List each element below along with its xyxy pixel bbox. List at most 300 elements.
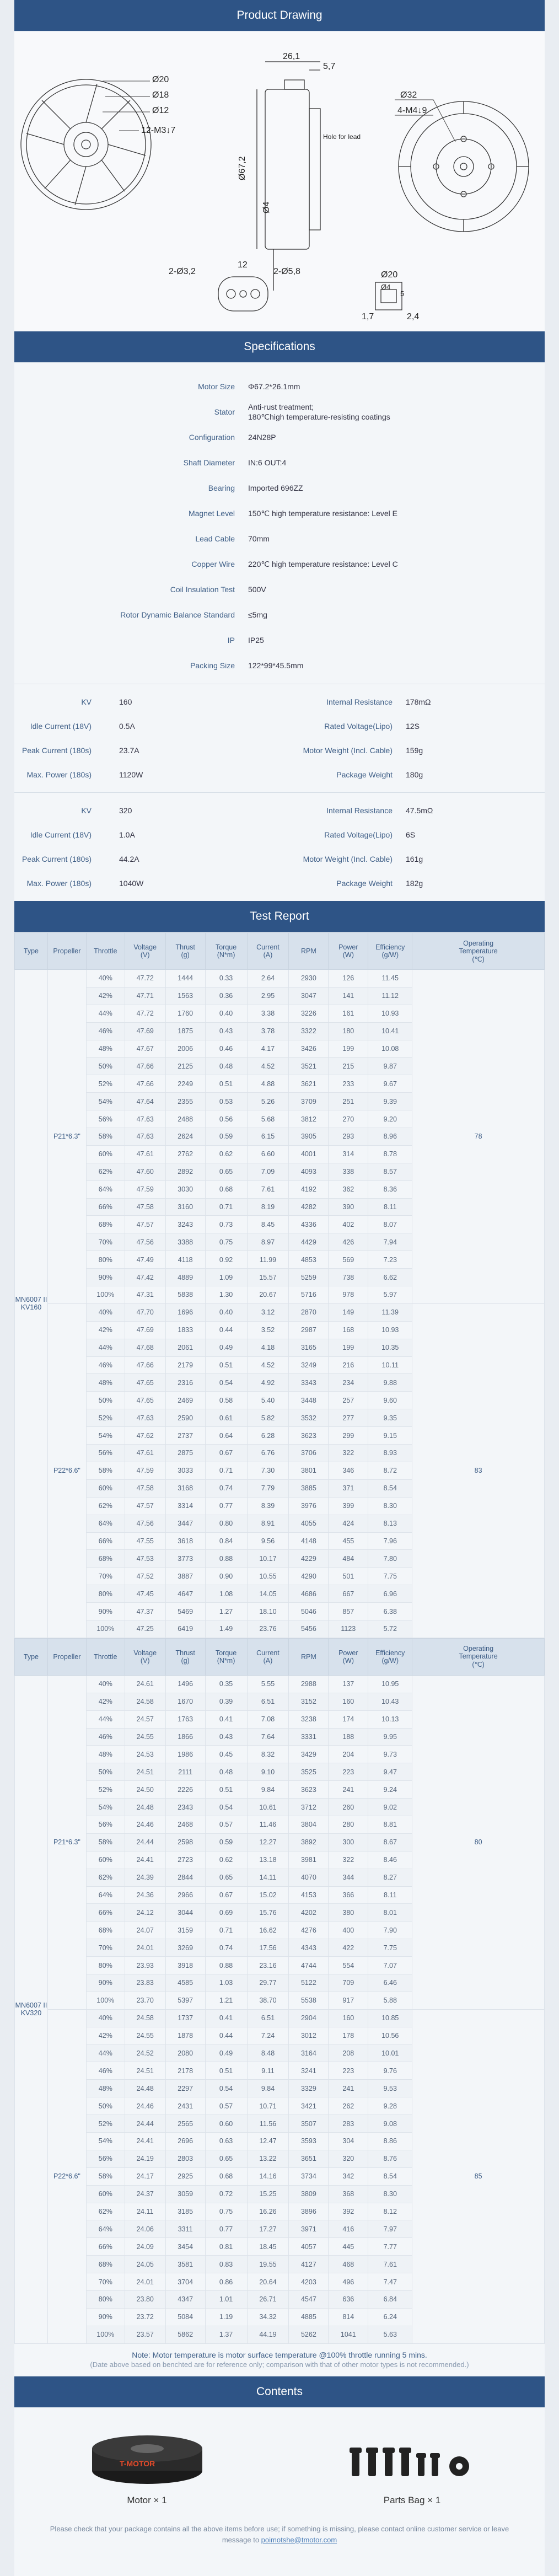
data-cell: 0.71	[205, 1462, 247, 1479]
data-cell: 280	[329, 1816, 368, 1833]
data-cell: 90%	[86, 2308, 125, 2326]
data-cell: 2125	[165, 1058, 205, 1075]
data-cell: 4744	[289, 1957, 329, 1974]
data-cell: 9.73	[368, 1746, 412, 1763]
data-cell: 6.28	[247, 1427, 289, 1445]
data-cell: 3507	[289, 2115, 329, 2133]
data-cell: 2624	[165, 1128, 205, 1146]
data-cell: 47.66	[125, 1356, 165, 1374]
spec-label: Coil Insulation Test	[170, 585, 235, 594]
data-cell: 178	[329, 2027, 368, 2044]
data-cell: 56%	[86, 1816, 125, 1833]
data-cell: 24.53	[125, 1746, 165, 1763]
data-cell: 569	[329, 1251, 368, 1269]
data-cell: 3249	[289, 1356, 329, 1374]
data-cell: 0.64	[205, 1427, 247, 1445]
data-cell: 402	[329, 1216, 368, 1233]
data-cell: 8.46	[368, 1851, 412, 1869]
table-row	[15, 1675, 545, 1693]
data-cell: 0.68	[205, 1180, 247, 1198]
data-cell: 3896	[289, 2203, 329, 2220]
data-cell: 11.45	[368, 970, 412, 988]
data-cell: 9.24	[368, 1781, 412, 1799]
data-cell: 50%	[86, 1058, 125, 1075]
data-cell: 9.11	[247, 2062, 289, 2080]
data-cell: 7.30	[247, 1462, 289, 1479]
kv-label: Rated Voltage(Lipo)	[324, 830, 393, 839]
side-view-labels	[238, 52, 361, 213]
data-cell: 1563	[165, 987, 205, 1005]
data-cell: 3165	[289, 1339, 329, 1356]
data-cell: 0.54	[205, 1374, 247, 1392]
data-cell: 4276	[289, 1922, 329, 1939]
data-cell: 3704	[165, 2273, 205, 2291]
data-cell: 1496	[165, 1675, 205, 1693]
data-cell: 8.19	[247, 1198, 289, 1216]
data-cell: 8.54	[368, 2167, 412, 2185]
spec-value: 150℃ high temperature resistance: Level E	[248, 509, 397, 518]
data-cell: 3329	[289, 2080, 329, 2097]
washer-view-labels	[362, 270, 419, 321]
test-note: Note: Motor temperature is motor surface temperature @100% throttle running 5 mins.	[132, 2350, 427, 2359]
data-cell: 1737	[165, 2009, 205, 2027]
data-cell: 7.64	[247, 1728, 289, 1746]
data-cell: 3388	[165, 1233, 205, 1251]
data-cell: 3892	[289, 1833, 329, 1851]
data-cell: 0.62	[205, 1145, 247, 1163]
data-cell: 8.67	[368, 1833, 412, 1851]
data-cell: 8.57	[368, 1163, 412, 1180]
data-cell: 64%	[86, 2220, 125, 2238]
data-cell: 10.93	[368, 1005, 412, 1022]
data-cell: 48%	[86, 1040, 125, 1058]
data-cell: 8.45	[247, 1216, 289, 1233]
kv-label: Max. Power (180s)	[26, 770, 92, 779]
propeller-cell: P21*6.3"	[47, 970, 86, 1304]
data-cell: 0.69	[205, 1904, 247, 1922]
dim-m4: 4-M4↓9	[397, 106, 427, 115]
data-cell: 0.88	[205, 1957, 247, 1974]
data-cell: 917	[329, 1992, 368, 2009]
data-cell: 24.37	[125, 2185, 165, 2203]
data-cell: 7.90	[368, 1922, 412, 1939]
data-cell: 0.44	[205, 2027, 247, 2044]
data-cell: 0.83	[205, 2256, 247, 2273]
data-cell: 8.36	[368, 1180, 412, 1198]
data-cell: 7.61	[368, 2256, 412, 2273]
data-cell: 7.23	[368, 1251, 412, 1269]
column-header: Efficiency (g/W)	[368, 933, 412, 970]
kv-blocks	[14, 684, 545, 901]
data-cell: 58%	[86, 2167, 125, 2185]
column-header: Voltage (V)	[125, 933, 165, 970]
kv-label: Peak Current (180s)	[22, 855, 92, 863]
data-cell: 3976	[289, 1497, 329, 1515]
data-cell: 5469	[165, 1603, 205, 1620]
data-cell: 4203	[289, 2273, 329, 2291]
data-cell: 0.49	[205, 1339, 247, 1356]
kv-block	[14, 684, 545, 792]
data-cell: 47.66	[125, 1058, 165, 1075]
data-cell: 0.57	[205, 2097, 247, 2115]
data-cell: 58%	[86, 1462, 125, 1479]
data-cell: 47.61	[125, 1445, 165, 1462]
data-cell: 100%	[86, 2326, 125, 2343]
data-cell: 3651	[289, 2150, 329, 2167]
data-cell: 320	[329, 2150, 368, 2167]
data-cell: 9.95	[368, 1728, 412, 1746]
back-view-labels	[395, 90, 455, 142]
data-cell: 5397	[165, 1992, 205, 2009]
data-cell: 0.65	[205, 2150, 247, 2167]
data-cell: 4429	[289, 1233, 329, 1251]
dim-2-o5-8: 2-Ø5,8	[273, 267, 300, 276]
data-cell: 0.40	[205, 1303, 247, 1321]
column-header: Current (A)	[247, 1638, 289, 1675]
data-cell: 362	[329, 1180, 368, 1198]
data-cell: 24.44	[125, 2115, 165, 2133]
data-cell: 0.51	[205, 1356, 247, 1374]
data-cell: 24.48	[125, 1799, 165, 1816]
data-cell: 60%	[86, 1479, 125, 1497]
data-cell: 2987	[289, 1321, 329, 1339]
data-cell: 260	[329, 1799, 368, 1816]
data-cell: 24.06	[125, 2220, 165, 2238]
data-cell: 14.05	[247, 1585, 289, 1603]
drawing-svg	[14, 31, 545, 331]
data-cell: 54%	[86, 1093, 125, 1110]
data-cell: 0.59	[205, 1128, 247, 1146]
column-header: Torque (N*m)	[205, 933, 247, 970]
back-view	[399, 101, 529, 232]
data-cell: 4127	[289, 2256, 329, 2273]
data-cell: 66%	[86, 1532, 125, 1550]
data-cell: 5122	[289, 1974, 329, 1992]
data-cell: 20.64	[247, 2273, 289, 2291]
data-cell: 47.68	[125, 1339, 165, 1356]
data-cell: 2297	[165, 2080, 205, 2097]
data-cell: 24.05	[125, 2256, 165, 2273]
data-cell: 9.39	[368, 1093, 412, 1110]
specifications-title: Specifications	[244, 340, 315, 353]
data-cell: 8.48	[247, 2044, 289, 2062]
spec-row	[14, 653, 545, 678]
column-header: Efficiency (g/W)	[368, 1638, 412, 1675]
data-cell: 9.20	[368, 1110, 412, 1128]
data-cell: 10.55	[247, 1568, 289, 1585]
data-cell: 4290	[289, 1568, 329, 1585]
data-cell: 46%	[86, 1356, 125, 1374]
data-cell: 47.69	[125, 1321, 165, 1339]
front-view	[21, 79, 151, 210]
data-cell: 4.88	[247, 1075, 289, 1093]
data-cell: 0.56	[205, 1110, 247, 1128]
spec-label: Motor Size	[198, 382, 235, 391]
data-cell: 0.60	[205, 2115, 247, 2133]
kv-label: Motor Weight (Incl. Cable)	[303, 855, 393, 863]
data-cell: 3532	[289, 1409, 329, 1427]
column-header: Power (W)	[329, 933, 368, 970]
test-report-banner	[14, 901, 545, 932]
data-cell: 50%	[86, 2097, 125, 2115]
shaft-view-labels	[169, 260, 300, 276]
data-cell: 80%	[86, 1251, 125, 1269]
data-cell: 342	[329, 2167, 368, 2185]
data-cell: 47.72	[125, 1005, 165, 1022]
data-cell: 160	[329, 1693, 368, 1710]
data-cell: 455	[329, 1532, 368, 1550]
data-cell: 216	[329, 1356, 368, 1374]
data-cell: 7.08	[247, 1710, 289, 1728]
data-cell: 2762	[165, 1145, 205, 1163]
data-cell: 47.64	[125, 1093, 165, 1110]
data-cell: 3160	[165, 1198, 205, 1216]
data-cell: 8.11	[368, 1198, 412, 1216]
data-cell: 23.76	[247, 1620, 289, 1638]
data-cell: 0.40	[205, 1005, 247, 1022]
test-report-table	[14, 1638, 545, 2344]
data-cell: 47.69	[125, 1022, 165, 1040]
kv-label: Rated Voltage(Lipo)	[324, 722, 393, 731]
kv-value: 180g	[406, 770, 423, 779]
spec-label: Magnet Level	[188, 509, 235, 518]
spec-label: Bearing	[208, 484, 235, 492]
data-cell: 12.47	[247, 2133, 289, 2150]
data-cell: 141	[329, 987, 368, 1005]
kv-row	[14, 798, 545, 823]
spec-label: Lead Cable	[195, 534, 235, 543]
dim-o4-b: Ø4	[381, 283, 391, 291]
data-cell: 4.92	[247, 1374, 289, 1392]
column-header: Thrust (g)	[165, 1638, 205, 1675]
kv-value: 0.5A	[119, 722, 135, 731]
data-cell: 149	[329, 1303, 368, 1321]
data-cell: 100%	[86, 1620, 125, 1638]
data-cell: 23.93	[125, 1957, 165, 1974]
data-cell: 392	[329, 2203, 368, 2220]
data-cell: 46%	[86, 1728, 125, 1746]
dim-o4: Ø4	[262, 201, 271, 213]
data-cell: 3981	[289, 1851, 329, 1869]
data-cell: 90%	[86, 1603, 125, 1620]
data-cell: 366	[329, 1886, 368, 1904]
spec-row	[14, 425, 545, 450]
data-cell: 24.55	[125, 2027, 165, 2044]
data-cell: 3709	[289, 1093, 329, 1110]
data-cell: 3426	[289, 1040, 329, 1058]
data-cell: 0.54	[205, 1799, 247, 1816]
data-cell: 47.25	[125, 1620, 165, 1638]
data-cell: 7.80	[368, 1550, 412, 1568]
data-cell: 0.86	[205, 2273, 247, 2291]
data-cell: 322	[329, 1851, 368, 1869]
data-cell: 7.77	[368, 2238, 412, 2256]
data-cell: 24.57	[125, 1710, 165, 1728]
data-cell: 346	[329, 1462, 368, 1479]
data-cell: 6419	[165, 1620, 205, 1638]
data-cell: 40%	[86, 1675, 125, 1693]
data-cell: 1041	[329, 2326, 368, 2343]
data-cell: 80%	[86, 1957, 125, 1974]
data-cell: 3.38	[247, 1005, 289, 1022]
data-cell: 7.75	[368, 1939, 412, 1957]
data-cell: 8.76	[368, 2150, 412, 2167]
data-cell: 3525	[289, 1763, 329, 1781]
data-cell: 3238	[289, 1710, 329, 1728]
kv-value: 320	[119, 806, 132, 815]
data-cell: 8.81	[368, 1816, 412, 1833]
data-cell: 0.48	[205, 1058, 247, 1075]
data-cell: 0.77	[205, 1497, 247, 1515]
data-cell: 368	[329, 2185, 368, 2203]
data-cell: 667	[329, 1585, 368, 1603]
footer-notice	[14, 2514, 545, 2546]
data-cell: 1866	[165, 1728, 205, 1746]
data-cell: 9.87	[368, 1058, 412, 1075]
data-cell: 338	[329, 1163, 368, 1180]
data-cell: 0.59	[205, 1833, 247, 1851]
data-cell: 2006	[165, 1040, 205, 1058]
data-cell: 3044	[165, 1904, 205, 1922]
data-cell: 2061	[165, 1339, 205, 1356]
spec-value: Imported 696ZZ	[248, 484, 303, 492]
data-cell: 24.19	[125, 2150, 165, 2167]
column-header: Type	[15, 933, 48, 970]
data-cell: 2565	[165, 2115, 205, 2133]
data-cell: 8.93	[368, 1445, 412, 1462]
data-cell: 161	[329, 1005, 368, 1022]
data-cell: 12.27	[247, 1833, 289, 1851]
test-tables	[14, 932, 545, 2344]
product-drawing-banner	[14, 0, 545, 31]
data-cell: 0.57	[205, 1816, 247, 1833]
data-cell: 5084	[165, 2308, 205, 2326]
data-cell: 0.65	[205, 1163, 247, 1180]
spec-row	[14, 450, 545, 475]
data-cell: 223	[329, 1763, 368, 1781]
data-cell: 44%	[86, 1339, 125, 1356]
data-cell: 857	[329, 1603, 368, 1620]
kv-value: 178mΩ	[406, 697, 431, 706]
data-cell: 4885	[289, 2308, 329, 2326]
data-cell: 10.95	[368, 1675, 412, 1693]
data-cell: 6.15	[247, 1128, 289, 1146]
spec-value: IN:6 OUT:4	[248, 458, 287, 467]
data-cell: 10.71	[247, 2097, 289, 2115]
data-cell: 0.88	[205, 1550, 247, 1568]
data-cell: 0.53	[205, 1093, 247, 1110]
data-cell: 0.75	[205, 1233, 247, 1251]
data-cell: 47.72	[125, 970, 165, 988]
data-cell: 0.39	[205, 1693, 247, 1710]
data-cell: 4.18	[247, 1339, 289, 1356]
data-cell: 7.47	[368, 2273, 412, 2291]
data-cell: 0.67	[205, 1445, 247, 1462]
dim-o32: Ø32	[400, 90, 417, 100]
data-cell: 47.31	[125, 1286, 165, 1304]
data-cell: 1.30	[205, 1286, 247, 1304]
data-cell: 0.68	[205, 2167, 247, 2185]
data-cell: 24.55	[125, 1728, 165, 1746]
spec-row	[14, 526, 545, 551]
data-cell: 10.43	[368, 1693, 412, 1710]
data-cell: 1760	[165, 1005, 205, 1022]
data-cell: 44%	[86, 1005, 125, 1022]
data-cell: 1670	[165, 1693, 205, 1710]
temperature-cell: 85	[412, 2009, 545, 2343]
spec-row	[14, 627, 545, 653]
kv-row	[14, 738, 545, 763]
data-cell: 10.56	[368, 2027, 412, 2044]
data-cell: 0.51	[205, 2062, 247, 2080]
kv-value: 1120W	[119, 770, 143, 779]
data-cell: 3618	[165, 1532, 205, 1550]
data-cell: 277	[329, 1409, 368, 1427]
data-cell: 23.80	[125, 2291, 165, 2309]
data-cell: 70%	[86, 1568, 125, 1585]
motor-logo: T-MOTOR	[119, 2459, 155, 2468]
data-cell: 1.37	[205, 2326, 247, 2343]
kv-value: 159g	[406, 746, 423, 755]
data-cell: 2179	[165, 1356, 205, 1374]
data-cell: 233	[329, 1075, 368, 1093]
data-cell: 3581	[165, 2256, 205, 2273]
data-cell: 9.67	[368, 1075, 412, 1093]
data-cell: 137	[329, 1675, 368, 1693]
data-cell: 4.52	[247, 1058, 289, 1075]
data-cell: 1.19	[205, 2308, 247, 2326]
dim-o67-2: Ø67,2	[238, 156, 247, 180]
data-cell: 5.55	[247, 1675, 289, 1693]
kv-value: 161g	[406, 855, 423, 863]
data-cell: 3905	[289, 1128, 329, 1146]
data-cell: 0.58	[205, 1392, 247, 1409]
data-cell: 3706	[289, 1445, 329, 1462]
data-cell: 4057	[289, 2238, 329, 2256]
data-cell: 262	[329, 2097, 368, 2115]
data-cell: 23.70	[125, 1992, 165, 2009]
spec-row	[14, 577, 545, 602]
support-email-link[interactable]: poimotshe@tmotor.com	[261, 2535, 337, 2544]
kv-value: 44.2A	[119, 855, 139, 863]
data-cell: 6.96	[368, 1585, 412, 1603]
data-cell: 56%	[86, 2150, 125, 2167]
data-cell: 1.49	[205, 1620, 247, 1638]
data-cell: 636	[329, 2291, 368, 2309]
kv-value: 1040W	[119, 879, 144, 888]
dim-o20-b: Ø20	[381, 270, 398, 280]
data-cell: 44.19	[247, 2326, 289, 2343]
data-cell: 6.46	[368, 1974, 412, 1992]
spec-row	[14, 501, 545, 526]
data-cell: 0.41	[205, 1710, 247, 1728]
column-header: Type	[15, 1638, 48, 1675]
data-cell: 47.53	[125, 1550, 165, 1568]
data-cell: 1.01	[205, 2291, 247, 2309]
table-header-row	[15, 1638, 545, 1675]
kv-row	[14, 714, 545, 738]
spec-row	[14, 551, 545, 577]
data-cell: 9.60	[368, 1392, 412, 1409]
data-cell: 2737	[165, 1427, 205, 1445]
spec-label: IP	[227, 636, 235, 645]
data-cell: 0.72	[205, 2185, 247, 2203]
contents-banner	[14, 2376, 545, 2408]
data-cell: 17.56	[247, 1939, 289, 1957]
data-cell: 8.12	[368, 2203, 412, 2220]
data-cell: 24.44	[125, 1833, 165, 1851]
data-cell: 3623	[289, 1427, 329, 1445]
